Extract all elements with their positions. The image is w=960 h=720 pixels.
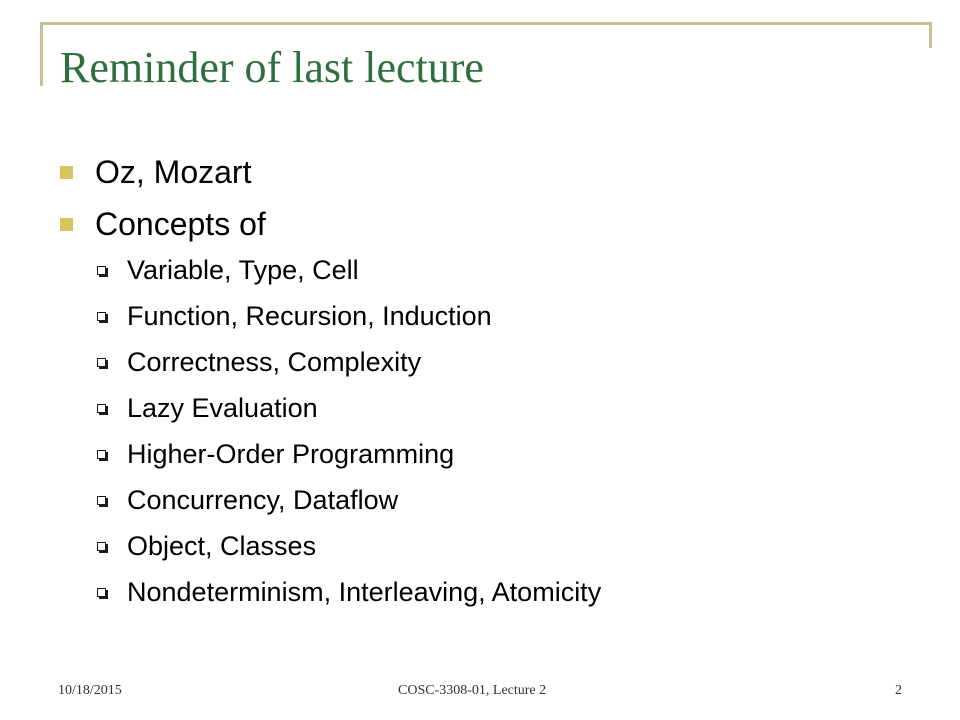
sub-bullet-text: Concurrency, Dataflow	[127, 484, 399, 515]
slide-title: Reminder of last lecture	[60, 43, 484, 92]
sub-bullet-text: Nondeterminism, Interleaving, Atomicity	[127, 576, 602, 607]
sub-bullet-item	[97, 483, 398, 517]
hollow-square-bullet-icon	[97, 312, 106, 321]
sub-bullet-item	[97, 529, 316, 563]
bullet-text: Oz, Mozart	[95, 153, 252, 190]
footer-course: COSC-3308-01, Lecture 2	[398, 683, 547, 698]
sub-bullet-item	[97, 391, 318, 425]
hollow-square-bullet-icon	[97, 266, 106, 275]
footer-date: 10/18/2015	[58, 683, 122, 698]
frame-top-line	[40, 22, 932, 25]
sub-bullet-text: Variable, Type, Cell	[127, 254, 359, 285]
hollow-square-bullet-icon	[97, 358, 106, 367]
square-bullet-icon	[60, 218, 73, 231]
frame-right-line	[929, 22, 932, 48]
hollow-square-bullet-icon	[97, 542, 106, 551]
bullet-item	[60, 152, 251, 192]
sub-bullet-item	[97, 253, 359, 287]
bullet-text: Concepts of	[95, 205, 266, 242]
sub-bullet-item	[97, 575, 601, 609]
square-bullet-icon	[60, 166, 73, 179]
sub-bullet-item	[97, 299, 492, 333]
hollow-square-bullet-icon	[97, 404, 106, 413]
sub-bullet-text: Object, Classes	[127, 530, 317, 561]
hollow-square-bullet-icon	[97, 496, 106, 505]
sub-bullet-item	[97, 345, 421, 379]
hollow-square-bullet-icon	[97, 588, 106, 597]
bullet-item	[60, 204, 266, 244]
sub-bullet-text: Higher-Order Programming	[127, 438, 455, 469]
footer-page-number: 2	[895, 683, 902, 698]
sub-bullet-text: Correctness, Complexity	[127, 346, 422, 377]
hollow-square-bullet-icon	[97, 450, 106, 459]
sub-bullet-text: Lazy Evaluation	[127, 392, 318, 423]
sub-bullet-text: Function, Recursion, Induction	[127, 300, 492, 331]
sub-bullet-item	[97, 437, 454, 471]
frame-left-line	[40, 22, 43, 86]
